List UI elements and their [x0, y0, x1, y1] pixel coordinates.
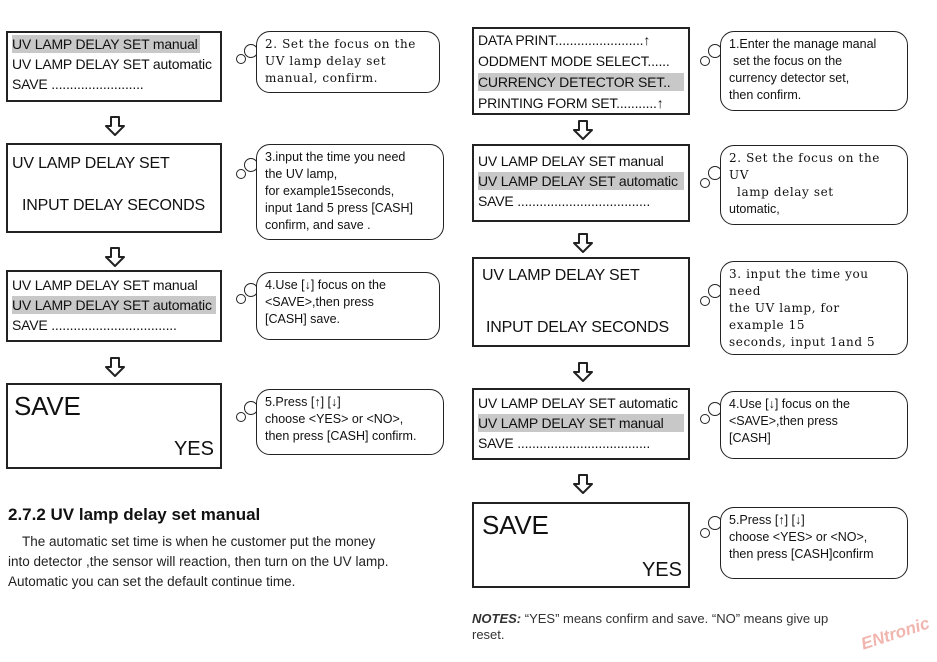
- paragraph-line: Automatic you can set the default continue time.: [8, 574, 296, 589]
- notes-text: “YES” means confirm and save. “NO” means give up: [521, 611, 829, 626]
- instruction-line: 5.Press [↑] [↓]: [265, 395, 341, 409]
- instruction-line: choose <YES> or <NO>,: [265, 412, 404, 426]
- instruction-line: 4.Use [↓] focus on the: [729, 397, 850, 411]
- menu-item-uv-manual: UV LAMP DELAY SET manual: [12, 35, 200, 53]
- menu-item-save: SAVE ..................................: [12, 317, 177, 333]
- menu-item-save: SAVE ....................................: [478, 193, 651, 209]
- option-yes: YES: [641, 559, 682, 581]
- instruction-line: then press [CASH] confirm.: [265, 429, 417, 443]
- instruction-bubble-step3-left: [256, 272, 440, 340]
- paragraph-line: into detector ,the sensor will reaction, then turn on the UV lamp.: [8, 554, 389, 569]
- notes-text-continued: reset.: [472, 627, 505, 642]
- menu-item-uv-automatic: UV LAMP DELAY SET automatic: [12, 296, 216, 314]
- menu-item-save: SAVE .........................: [12, 76, 144, 92]
- screen-title-save: SAVE: [482, 510, 549, 540]
- instruction-bubble-step1-left: [256, 31, 440, 93]
- menu-item-uv-automatic: UV LAMP DELAY SET automatic: [478, 395, 678, 411]
- bubble-tail-dot: [236, 412, 246, 422]
- section-paragraph: [8, 532, 458, 592]
- instruction-line: 2. Set the focus on the: [729, 151, 880, 165]
- instruction-bubble-step3-right: [720, 261, 908, 355]
- lcd-screen-step4-right: [472, 388, 690, 460]
- section-heading: 2.7.2 UV lamp delay set manual: [8, 505, 261, 524]
- instruction-line: UV lamp delay set: [265, 54, 387, 68]
- bubble-tail-dot: [700, 178, 710, 188]
- instruction-line: choose <YES> or <NO>,: [729, 530, 868, 544]
- instruction-line: lamp delay set: [737, 185, 834, 199]
- instruction-line: the UV lamp,: [265, 167, 338, 181]
- down-arrow-icon: [104, 115, 126, 137]
- bubble-tail-dot: [700, 56, 710, 66]
- instruction-line: for example15seconds,: [265, 184, 395, 198]
- bubble-tail-dot: [236, 169, 246, 179]
- instruction-line: [CASH] save.: [265, 312, 341, 326]
- instruction-bubble-step4-right: [720, 391, 908, 459]
- instruction-line: 5.Press [↑] [↓]: [729, 513, 805, 527]
- down-arrow-icon: [572, 473, 594, 495]
- menu-item-uv-manual: UV LAMP DELAY SET manual: [478, 153, 664, 169]
- instruction-line: the UV lamp, for: [729, 301, 840, 315]
- instruction-line: <SAVE>,then press: [265, 295, 374, 309]
- bubble-tail-dot: [700, 296, 710, 306]
- notes-label: NOTES:: [472, 611, 522, 626]
- bubble-tail-dot: [236, 294, 246, 304]
- screen-prompt: INPUT DELAY SECONDS: [486, 319, 669, 336]
- instruction-line: 4.Use [↓] focus on the: [265, 278, 386, 292]
- menu-item-uv-automatic: UV LAMP DELAY SET automatic: [478, 172, 684, 190]
- instruction-line: seconds, input 1and 5: [729, 335, 876, 349]
- down-arrow-icon: [572, 119, 594, 141]
- instruction-line: example 15: [729, 318, 806, 332]
- instruction-line: set the focus on the: [733, 54, 843, 68]
- menu-item-uv-automatic: UV LAMP DELAY SET automatic: [12, 56, 212, 72]
- instruction-line: manual, confirm.: [265, 71, 379, 85]
- lcd-screen-step4-left: [6, 383, 222, 469]
- bubble-tail-dot: [236, 54, 246, 64]
- menu-item-data-print: DATA PRINT........................↑: [478, 32, 651, 48]
- menu-item-save: SAVE ....................................: [478, 435, 651, 451]
- lcd-screen-step3-left: [6, 270, 222, 342]
- instruction-line: 2. Set the focus on the: [265, 37, 416, 51]
- instruction-line: 1.Enter the manage manal: [729, 37, 877, 51]
- instruction-bubble-step2-left: [256, 144, 444, 240]
- option-yes: YES: [173, 438, 214, 460]
- instruction-line: need: [729, 284, 762, 298]
- lcd-screen-step1-right: [472, 27, 690, 115]
- screen-title: UV LAMP DELAY SET: [12, 155, 170, 172]
- instruction-bubble-step4-left: [256, 389, 444, 455]
- instruction-line: 3. input the time you: [729, 267, 869, 281]
- bubble-tail-dot: [700, 528, 710, 538]
- menu-item-uv-manual: UV LAMP DELAY SET manual: [478, 414, 684, 432]
- screen-title: UV LAMP DELAY SET: [482, 267, 640, 284]
- instruction-line: then confirm.: [729, 88, 802, 102]
- instruction-line: currency detector set,: [729, 71, 850, 85]
- instruction-line: confirm, and save .: [265, 218, 371, 232]
- brand-watermark: ENtronic: [858, 613, 933, 654]
- instruction-bubble-step5-right: [720, 507, 908, 579]
- menu-item-currency-detector: CURRENCY DETECTOR SET..: [478, 73, 684, 91]
- paragraph-line: The automatic set time is when he customer put the money: [22, 534, 376, 549]
- instruction-line: 3.input the time you need: [265, 150, 406, 164]
- instruction-bubble-step1-right: [720, 31, 908, 111]
- instruction-line: <SAVE>,then press: [729, 414, 838, 428]
- instruction-line: [CASH]: [729, 431, 771, 445]
- instruction-line: UV: [729, 168, 749, 182]
- menu-item-printing-form: PRINTING FORM SET...........↑: [478, 95, 664, 111]
- down-arrow-icon: [572, 232, 594, 254]
- lcd-screen-step3-right: [472, 257, 690, 347]
- lcd-screen-step2-right: [472, 144, 690, 222]
- lcd-screen-step1-left: [6, 31, 222, 102]
- down-arrow-icon: [104, 356, 126, 378]
- instruction-line: input 1and 5 press [CASH]: [265, 201, 413, 215]
- instruction-line: utomatic,: [729, 202, 780, 216]
- screen-title-save: SAVE: [14, 391, 81, 421]
- bubble-tail-dot: [700, 414, 710, 424]
- lcd-screen-step2-left: [6, 143, 222, 233]
- lcd-screen-step5-right: [472, 502, 690, 588]
- instruction-line: then press [CASH]confirm: [729, 547, 874, 561]
- down-arrow-icon: [104, 246, 126, 268]
- menu-item-oddment-mode: ODDMENT MODE SELECT......: [478, 53, 670, 69]
- down-arrow-icon: [572, 361, 594, 383]
- menu-item-uv-manual: UV LAMP DELAY SET manual: [12, 277, 198, 293]
- instruction-bubble-step2-right: [720, 145, 908, 225]
- screen-prompt: INPUT DELAY SECONDS: [22, 197, 205, 214]
